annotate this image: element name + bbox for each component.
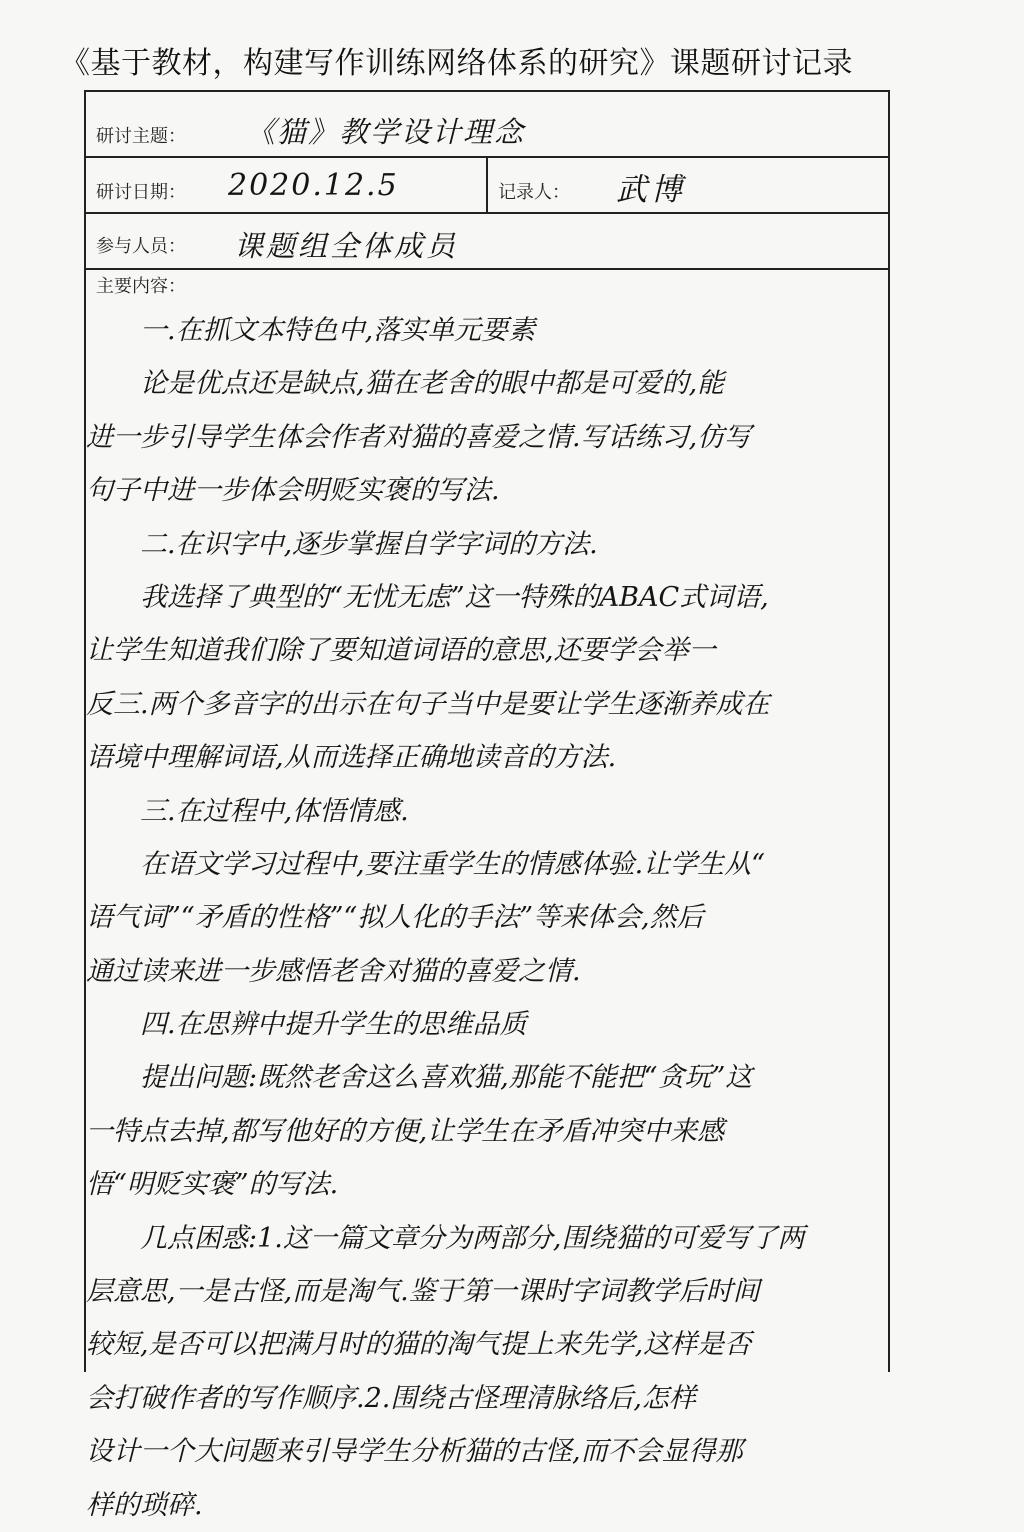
content-line: 四.在思辨中提升学生的思维品质 [86,1009,527,1041]
date-recorder-divider [486,158,488,212]
content-line: 我选择了典型的“无忧无虑”这一特殊的ABAC式词语, [86,581,769,613]
topic-row [86,92,888,158]
date-value: 2020.12.5 [228,168,399,203]
content-line: 设计一个大问题来引导学生分析猫的古怪,而不会显得那 [86,1436,743,1468]
content-line: 句子中进一步体会明贬实褒的写法. [86,475,500,507]
topic-value: 《猫》教学设计理念 [246,115,526,149]
content-line: 会打破作者的写作顺序.2.围绕古怪理清脉络后,怎样 [86,1382,696,1414]
content-line: 层意思,一是古怪,而是淘气.鉴于第一课时字词教学后时间 [86,1276,760,1308]
main-content [86,304,892,1532]
content-line: 反三.两个多音字的出示在句子当中是要让学生逐渐养成在 [86,688,770,720]
record-form [84,90,890,1521]
content-line: 几点困惑:1.这一篇文章分为两部分,围绕猫的可爱写了两 [86,1222,805,1254]
recorder-value: 武博 [616,172,686,208]
content-line: 提出问题:既然老舍这么喜欢猫,那能不能把“贪玩”这 [86,1062,753,1094]
content-label: 主要内容： [96,276,186,297]
content-line: 通过读来进一步感悟老舍对猫的喜爱之情. [86,955,581,987]
participants-row [86,214,888,270]
page-title: 《基于教材，构建写作训练网络体系的研究》课题研讨记录 [60,46,853,81]
date-label: 研讨日期： [96,182,186,203]
content-line: 三.在过程中,体悟情感. [86,795,409,827]
content-line: 在语文学习过程中,要注重学生的情感体验.让学生从“ [86,848,765,880]
date-row [86,158,888,214]
content-line: 论是优点还是缺点,猫在老舍的眼中都是可爱的,能 [86,368,725,400]
participants-value: 课题组全体成员 [234,229,459,263]
content-line: 语境中理解词语,从而选择正确地读音的方法. [86,742,617,774]
participants-label: 参与人员： [96,236,186,257]
recorder-label: 记录人： [498,182,570,203]
content-line: 一.在抓文本特色中,落实单元要素 [86,315,536,346]
content-line: 二.在识字中,逐步掌握自学字词的方法. [86,528,598,560]
content-line: 较短,是否可以把满月时的猫的淘气提上来先学,这样是否 [86,1329,752,1361]
content-line: 语气词”“矛盾的性格”“拟人化的手法”等来体会,然后 [86,902,704,934]
content-line: 进一步引导学生体会作者对猫的喜爱之情.写话练习,仿写 [86,421,752,453]
content-line: 样的琐碎. [86,1489,203,1521]
content-line: 让学生知道我们除了要知道词语的意思,还要学会举一 [86,635,716,667]
content-line: 一特点去掉,都写他好的方便,让学生在矛盾冲突中来感 [86,1115,725,1147]
topic-label: 研讨主题： [96,126,186,147]
content-line: 悟“明贬实褒”的写法. [86,1169,339,1201]
